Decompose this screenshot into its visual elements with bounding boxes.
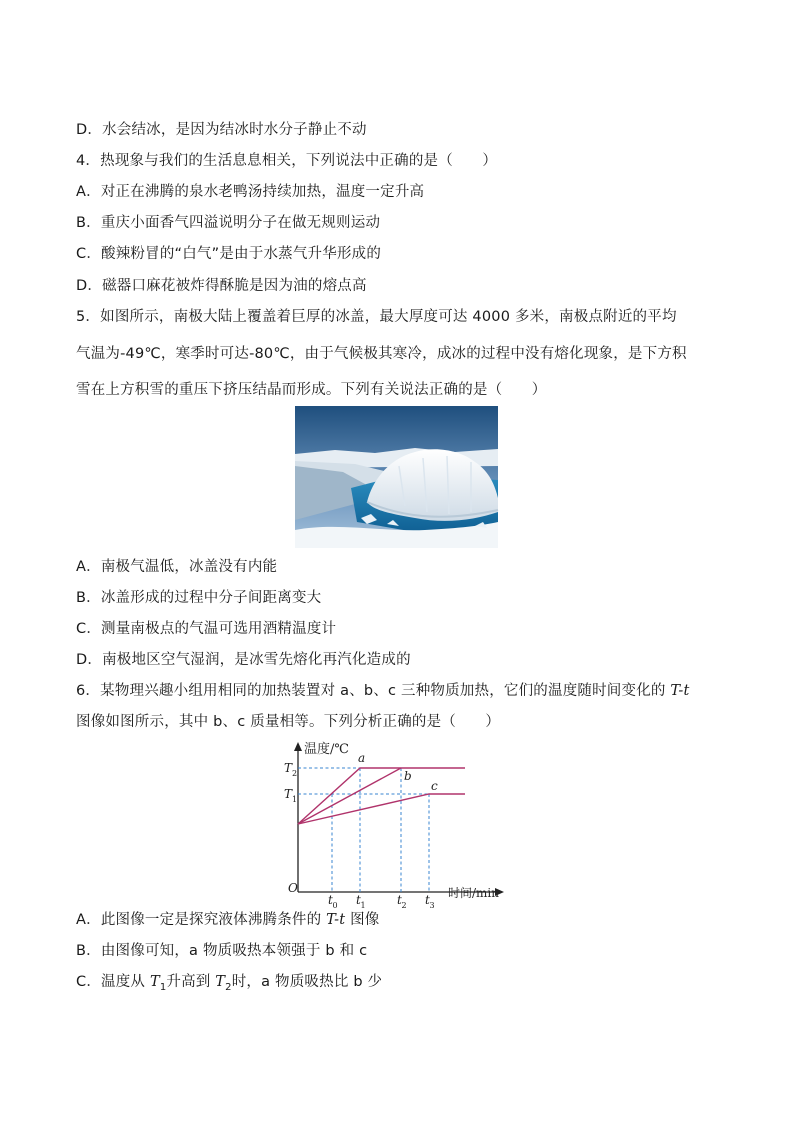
guide-lines — [298, 768, 429, 892]
q6-stem-text: 6．某物理兴趣小组用相同的加热装置对 a、b、c 三种物质加热，它们的温度随时间变化的 — [76, 683, 671, 699]
q4-stem: 4．热现象与我们的生活息息相关，下列说法中正确的是（ ） — [76, 153, 498, 169]
q6-a-text-1: A．此图像一定是探究液体沸腾条件的 — [76, 912, 327, 928]
q6-stem-line-1 — [76, 681, 690, 701]
q4-option-a: A．对正在沸腾的泉水老鸭汤持续加热，温度一定升高 — [76, 184, 425, 200]
q6-c-t1-sub: 1 — [159, 981, 167, 993]
q6-c-text-2: 升高到 — [166, 974, 216, 990]
curve-labels — [358, 751, 438, 793]
antarctic-ice-cap-photo — [295, 406, 498, 548]
graph-axes — [294, 742, 504, 896]
q5-option-b: B．冰盖形成的过程中分子间距离变大 — [76, 590, 322, 606]
q4-option-c: C．酸辣粉冒的“白气”是由于水蒸气升华形成的 — [76, 246, 382, 262]
x-tick-sub-1: 1 — [360, 901, 366, 910]
y-tick-sub-0: 2 — [292, 769, 298, 778]
q6-stem-line-2: 图像如图所示，其中 b、c 质量相等。下列分析正确的是（ ） — [76, 714, 501, 730]
q6-c-text-1: C．温度从 — [76, 974, 150, 990]
y-tick-label-0: T — [284, 761, 293, 775]
x-tick-label-3: t — [425, 893, 430, 907]
q6-option-a — [76, 910, 380, 930]
q5-option-c: C．测量南极点的气温可选用酒精温度计 — [76, 621, 337, 637]
curve-label-b: b — [404, 769, 412, 783]
q5-stem-line-2: 气温为-49℃，寒季时可达-80℃，由于气候极其寒冷，成冰的过程中没有熔化现象，是下方积 — [76, 346, 687, 362]
curve-a — [298, 768, 465, 824]
q6-option-b: B．由图像可知，a 物质吸热本领强于 b 和 c — [76, 943, 368, 959]
tick-labels — [284, 761, 435, 910]
q4-option-b: B．重庆小面香气四溢说明分子在做无规则运动 — [76, 215, 381, 231]
q6-c-text-3: 时，a 物质吸热比 b 少 — [231, 974, 383, 990]
q3-option-d: D．水会结冰，是因为结冰时水分子静止不动 — [76, 122, 367, 138]
x-tick-label-1: t — [356, 893, 361, 907]
origin-label: O — [288, 881, 298, 895]
y-tick-sub-1: 1 — [292, 795, 298, 804]
q6-a-text-2: 图像 — [345, 912, 380, 928]
q6-option-c — [76, 972, 382, 998]
tt-symbol: T-t — [670, 683, 690, 699]
q6-c-t2-sub: 2 — [225, 981, 232, 993]
graph-labels — [288, 741, 499, 900]
x-tick-label-0: t — [328, 893, 333, 907]
q5-stem-line-1: 5．如图所示，南极大陆上覆盖着巨厚的冰盖，最大厚度可达 4000 多米，南极点附近的平均 — [76, 309, 677, 325]
x-tick-sub-2: 2 — [401, 901, 407, 910]
q4-option-d: D．磁器口麻花被炸得酥脆是因为油的熔点高 — [76, 278, 367, 294]
temperature-time-graph — [280, 740, 512, 910]
x-tick-sub-3: 3 — [429, 901, 435, 910]
curve-c — [298, 794, 465, 824]
q5-option-d: D．南极地区空气湿润，是冰雪先熔化再汽化造成的 — [76, 652, 411, 668]
y-axis-label: 温度/℃ — [304, 742, 349, 757]
q6-c-t2-symbol: T — [215, 974, 226, 990]
q5-stem-line-3: 雪在上方积雪的重压下挤压结晶而形成。下列有关说法正确的是（ ） — [76, 382, 547, 398]
curve-label-c: c — [431, 779, 438, 793]
x-axis-label: 时间/min — [448, 886, 499, 900]
y-tick-label-1: T — [284, 787, 293, 801]
q6-c-t1-symbol: T — [149, 974, 160, 990]
x-tick-sub-0: 0 — [332, 901, 338, 910]
q6-a-tt-symbol: T-t — [326, 912, 346, 928]
curve-b — [298, 768, 401, 824]
curves — [298, 768, 465, 824]
q5-option-a: A．南极气温低，冰盖没有内能 — [76, 559, 278, 575]
x-tick-label-2: t — [397, 893, 402, 907]
curve-label-a: a — [358, 751, 366, 765]
